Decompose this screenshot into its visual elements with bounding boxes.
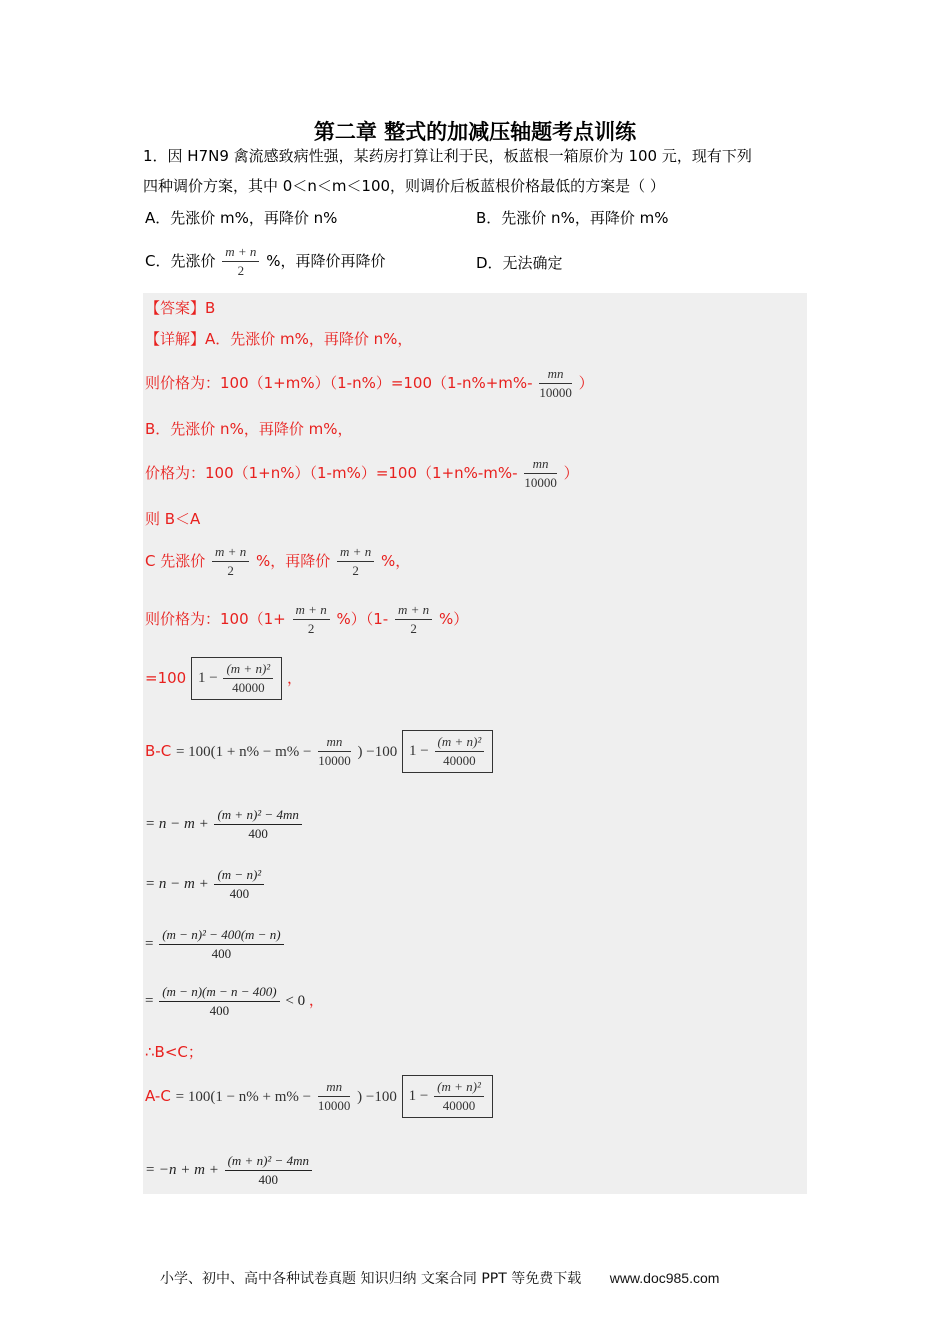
fraction-mn-over-10000 (318, 733, 351, 770)
step-2-fraction (214, 866, 264, 903)
price-c-mid: %）（1- (336, 610, 389, 628)
eq-c-prefix: =100 (145, 669, 187, 687)
fraction-denominator: 400 (209, 1003, 230, 1018)
one-minus: 1 − (408, 1087, 429, 1104)
detail-c-prefix: C 先涨价 (145, 552, 206, 570)
fraction-denominator: 400 (229, 886, 250, 901)
fraction-numerator: (m − n)² − 400(m − n) (159, 926, 283, 945)
eq-c-line (145, 657, 302, 700)
step-4-prefix: = (145, 992, 154, 1009)
fraction-squared-over-40000 (223, 660, 273, 697)
detail-c-line (145, 543, 410, 580)
option-c (145, 243, 385, 280)
fraction-denominator: 400 (211, 946, 232, 961)
fraction-denominator: 40000 (232, 680, 265, 695)
fraction-denominator: 40000 (442, 1098, 476, 1113)
fraction-numerator: m + n (212, 543, 249, 562)
compare-b-a: 则 B＜A (145, 510, 201, 528)
price-b-line (145, 455, 579, 492)
page-title: 第二章 整式的加减压轴题考点训练 (313, 120, 637, 144)
fraction-numerator: (m + n)² − 4mn (214, 806, 301, 825)
fraction-numerator: m + n (293, 601, 330, 620)
fraction-denominator: 40000 (443, 753, 476, 768)
price-c-suffix: %） (438, 610, 469, 628)
a-minus-c-expr-1: = 100(1 − n% + m% − (175, 1089, 312, 1105)
fraction-numerator: (m + n)² − 4mn (225, 1152, 312, 1171)
detail-c-mid: %，再降价 (255, 552, 331, 570)
fraction-numerator: mn (524, 455, 557, 474)
close-paren: ） (578, 374, 594, 392)
fraction-denominator: 10000 (318, 753, 351, 768)
footer-site-link[interactable]: www.doc985.com (609, 1270, 720, 1286)
step-5 (145, 1152, 314, 1189)
therefore-b-lt-c: ∴B<C； (145, 1043, 203, 1061)
step-4 (145, 983, 324, 1020)
price-c-prefix: 则价格为：100（1+ (145, 610, 286, 628)
option-d: D．无法确定 (476, 254, 563, 272)
b-minus-c-expr-2: ) −100 (357, 744, 398, 760)
price-b-text: 价格为：100（1+n%）（1-m%）=100（1+n%-m%- (145, 464, 518, 482)
step-1 (145, 806, 304, 843)
fraction-denominator: 2 (237, 263, 245, 278)
option-c-prefix: C．先涨价 (145, 252, 216, 270)
step-4-fraction (159, 983, 279, 1020)
option-b: B．先涨价 n%，再降价 m% (476, 209, 669, 227)
fraction-mn-over-10000 (318, 1078, 351, 1115)
one-minus: 1 − (409, 742, 429, 759)
option-c-fraction (222, 243, 259, 280)
fraction-numerator: m + n (222, 243, 259, 262)
fraction-denominator: 400 (258, 1172, 279, 1187)
price-a-line (145, 365, 594, 402)
fraction-numerator: (m + n)² (434, 1078, 484, 1097)
question-line-1: 1．因 H7N9 禽流感致病性强，某药房打算让利于民，板蓝根一箱原价为 100 元，现有下列 (143, 147, 752, 165)
step-5-prefix: = −n + m + (145, 1161, 219, 1178)
footer (160, 1268, 719, 1288)
fraction-numerator: (m − n)² (214, 866, 264, 885)
detail-c-suffix: %， (380, 552, 411, 570)
fraction-squared-over-40000 (435, 733, 485, 770)
step-3 (145, 926, 286, 963)
fraction-numerator: (m + n)² (223, 660, 273, 679)
fraction-numerator: mn (318, 733, 351, 752)
fraction-mn-over-10000 (524, 455, 557, 492)
fraction-m-plus-n-over-2 (337, 543, 374, 580)
fraction-denominator: 400 (248, 826, 268, 841)
price-c-line (145, 601, 468, 638)
comma: ， (286, 669, 302, 687)
step-3-prefix: = (145, 935, 154, 952)
fraction-denominator: 2 (352, 563, 359, 578)
detail-b: B．先涨价 n%，再降价 m%， (145, 420, 353, 438)
fraction-denominator: 10000 (317, 1098, 351, 1113)
b-minus-c-line (145, 730, 493, 773)
step-1-fraction (214, 806, 301, 843)
fraction-denominator: 10000 (539, 385, 572, 400)
fraction-numerator: mn (318, 1078, 351, 1097)
step-2 (145, 866, 266, 903)
step-5-fraction (225, 1152, 312, 1189)
a-minus-c-label: A-C (145, 1087, 171, 1105)
one-minus: 1 − (197, 669, 218, 686)
fraction-m-plus-n-over-2 (293, 601, 330, 638)
a-minus-c-expr-2: ) −100 (357, 1089, 397, 1105)
fraction-numerator: m + n (337, 543, 374, 562)
fraction-m-plus-n-over-2 (395, 601, 432, 638)
detail-a: 【详解】A．先涨价 m%，再降价 n%， (145, 330, 413, 348)
close-paren: ） (563, 464, 579, 482)
fraction-denominator: 2 (307, 621, 315, 636)
comma: ， (308, 992, 324, 1009)
step-2-prefix: = n − m + (145, 875, 209, 892)
price-a-text: 则价格为：100（1+m%）（1-n%）=100（1-n%+m%- (145, 374, 533, 392)
a-minus-c-line (145, 1075, 493, 1118)
fraction-numerator: (m + n)² (435, 733, 485, 752)
fraction-denominator: 10000 (524, 475, 557, 490)
b-minus-c-expr-1: = 100(1 + n% − m% − (175, 744, 312, 760)
step-4-suffix: < 0 (285, 992, 306, 1009)
fraction-numerator: mn (539, 365, 572, 384)
fraction-denominator: 2 (227, 563, 234, 578)
option-a: A．先涨价 m%，再降价 n% (145, 209, 338, 227)
option-c-suffix: %，再降价再降价 (266, 252, 386, 270)
step-1-prefix: = n − m + (145, 815, 209, 832)
bracket-expression (402, 730, 493, 773)
question-line-2: 四种调价方案，其中 0＜n＜m＜100，则调价后板蓝根价格最低的方案是（ ） (143, 177, 665, 195)
fraction-m-plus-n-over-2 (212, 543, 249, 580)
bracket-expression (191, 657, 282, 700)
fraction-denominator: 2 (410, 621, 417, 636)
fraction-squared-over-40000 (434, 1078, 484, 1115)
bracket-expression (402, 1075, 493, 1118)
fraction-mn-over-10000 (539, 365, 572, 402)
footer-text: 小学、初中、高中各种试卷真题 知识归纳 文案合同 PPT 等免费下载 (160, 1271, 582, 1287)
fraction-numerator: m + n (395, 601, 432, 620)
step-3-fraction (159, 926, 283, 963)
fraction-numerator: (m − n)(m − n − 400) (159, 983, 279, 1002)
answer-label: 【答案】B (145, 299, 216, 317)
b-minus-c-label: B-C (145, 742, 172, 760)
